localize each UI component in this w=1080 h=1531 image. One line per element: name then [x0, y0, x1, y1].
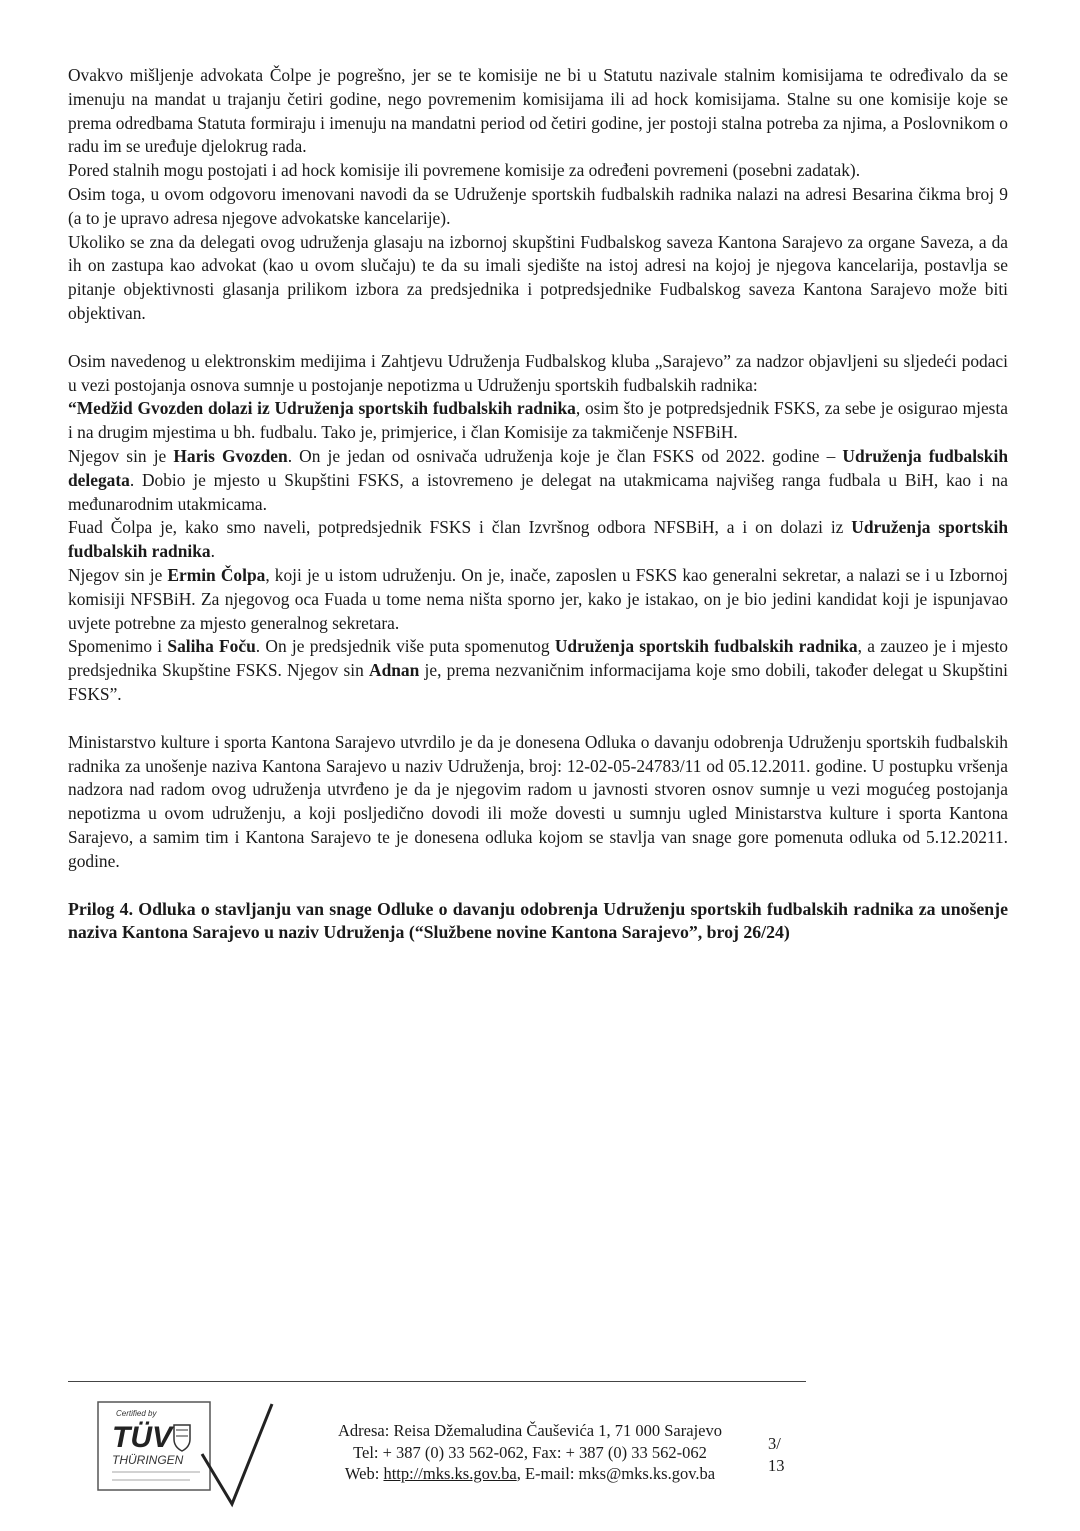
footer-phone: Tel: + 387 (0) 33 562-062, Fax: + 387 (0) 33 562-062	[353, 1442, 707, 1462]
quote-saliha: Spomenimo i Saliha Foču. On je predsjednik više puta spomenutog Udruženja sportskih fudbalskih radnika, a zauzeo je i mjesto predsjednika Skupštine FSKS. Njegov sin Adnan je, prema nezvaničnim informacijama koje smo dobili, također delegat u Skupštini FSKS”.	[68, 636, 1009, 704]
logo-brand-text: TÜV	[112, 1421, 172, 1454]
quote-haris: Njegov sin je Haris Gvozden. On je jedan od osnivača udruženja koje je član FSKS od 2022. godine – Udruženja fudbalskih delegata. Dobio je mjesto u Skupštini FSKS, a istovremeno je delegat na utakmicama najvišeg ranga fudbala u BiH, kao i na međunarodnim utakmicama.	[68, 445, 1008, 514]
document-body	[68, 64, 1008, 945]
paragraph-colpa-opinion: Ovakvo mišljenje advokata Čolpe je pogrešno, jer se te komisije ne bi u Statutu nazivale stalnim komisijama te određivalo da se imenuju na mandat u trajanju četiri godine, nego povremenim komisijama ili ad hock komisijama. Stalne su one komisije koje se prema odredbama Statuta formiraju i imenuju na mandatni period od četiri godine, jer postoji stalna potreba za njima, a Poslovnikom o radu im se uređuje djelokrug rada.	[68, 65, 1008, 157]
paragraph-address: Osim toga, u ovom odgovoru imenovani navodi da se Udruženje sportskih fudbalskih radnika nalazi na adresi Besarina čikma broj 9 (a to je upravo adresa njegove advokatske kancelarije).	[68, 183, 1008, 228]
logo-region-text: THÜRINGEN	[112, 1453, 184, 1467]
footer-address-block	[300, 1420, 760, 1485]
quote-ermin: Njegov sin je Ermin Čolpa, koji je u istom udruženju. On je, inače, zaposlen u FSKS kao generalni sekretar, a nalazi se i u Izbornoj komisiji NFSBiH. Za njegovog oca Fuada u tome nema ništa sporno jer, kako je istakao, on je bio jedini kandidat koji je ispunjavao uvjete potrebne za mjesto generalnog sekretara.	[68, 564, 1008, 633]
footer-divider	[68, 1381, 806, 1382]
page-number-current: 3/	[768, 1434, 781, 1453]
footer-web-link[interactable]: http://mks.ks.gov.ba	[383, 1464, 517, 1483]
tuv-certification-logo	[90, 1392, 290, 1512]
footer-web: Web: http://mks.ks.gov.ba, E-mail: mks@mks.ks.gov.ba	[344, 1464, 716, 1483]
page-number-total: 13	[768, 1455, 785, 1475]
footer-address: Adresa: Reisa Džemaludina Čauševića 1, 71 000 Sarajevo	[338, 1421, 722, 1440]
paragraph-ad-hock: Pored stalnih mogu postojati i ad hock komisije ili povremene komisije za određeni povremeni (posebni zadatak).	[68, 160, 861, 181]
quote-fuad: Fuad Čolpa je, kako smo naveli, potpredsjednik FSKS i član Izvršnog odbora NFSBiH, a i on dolazi iz Udruženja sportskih fudbalskih radnika.	[68, 517, 1008, 562]
paragraph-delegates: Ukoliko se zna da delegati ovog udruženja glasaju na izbornoj skupštini Fudbalskog saveza Kantona Sarajevo za organe Saveza, a da ih on zastupa kao advokat (kao u ovom slučaju) te da su imali sjedište na istoj adresi na kojoj je njegova kancelarija, postavlja se pitanje objektivnosti glasanja prilikom izbora za predsjednika i potpredsjednike Fudbalskog saveza Kantona Sarajevo može biti objektivan.	[68, 231, 1008, 323]
page-number	[768, 1433, 808, 1476]
quote-gvozden: “Medžid Gvozden dolazi iz Udruženja sportskih fudbalskih radnika, osim što je potpredsjednik FSKS, za sebe je osigurao mjesta i na drugim mjestima u bh. fudbalu. Tako je, primjerice, i član Komisije za takmičenje NSFBiH.	[68, 398, 1008, 443]
attachment-heading: Prilog 4. Odluka o stavljanju van snage Odluke o davanju odobrenja Udruženju sportskih fudbalskih radnika za unošenje naziva Kantona Sarajevo u naziv Udruženja (“Službene novine Kantona Sarajevo”, broj 26/24)	[68, 898, 1008, 942]
paragraph-media: Osim navedenog u elektronskim medijima i Zahtjevu Udruženja Fudbalskog kluba „Sarajevo” za nadzor objavljeni su sljedeći podaci u vezi postojanja osnova sumnje u postojanje nepotizma u Udruženju sportskih fudbalskih radnika:	[68, 350, 1008, 395]
logo-certified-text: Certified by	[116, 1409, 157, 1418]
paragraph-conclusion: Ministarstvo kulture i sporta Kantona Sarajevo utvrdilo je da je donesena Odluka o davanju odobrenja Udruženju sportskih fudbalskih radnika za unošenje naziva Kantona Sarajevo u naziv Udruženja, broj: 12-02-05-24783/11 od 05.12.2011. godine. U postupku vršenja nadzora nad radom ovog udruženja utvrđeno je da je njegovim radom u javnosti stvoren osnov sumnje u vezi mogućeg postojanja nepotizma u ovom udruženju, a koji posljedično dovodi ili može dovesti u sumnju ugled Ministarstva kulture i sporta Kantona Sarajevo, a samim tim i Kantona Sarajevo te je donesena odluka kojom se stavlja van snage gore pomenuta odluka od 5.12.20211. godine.	[68, 731, 1008, 871]
